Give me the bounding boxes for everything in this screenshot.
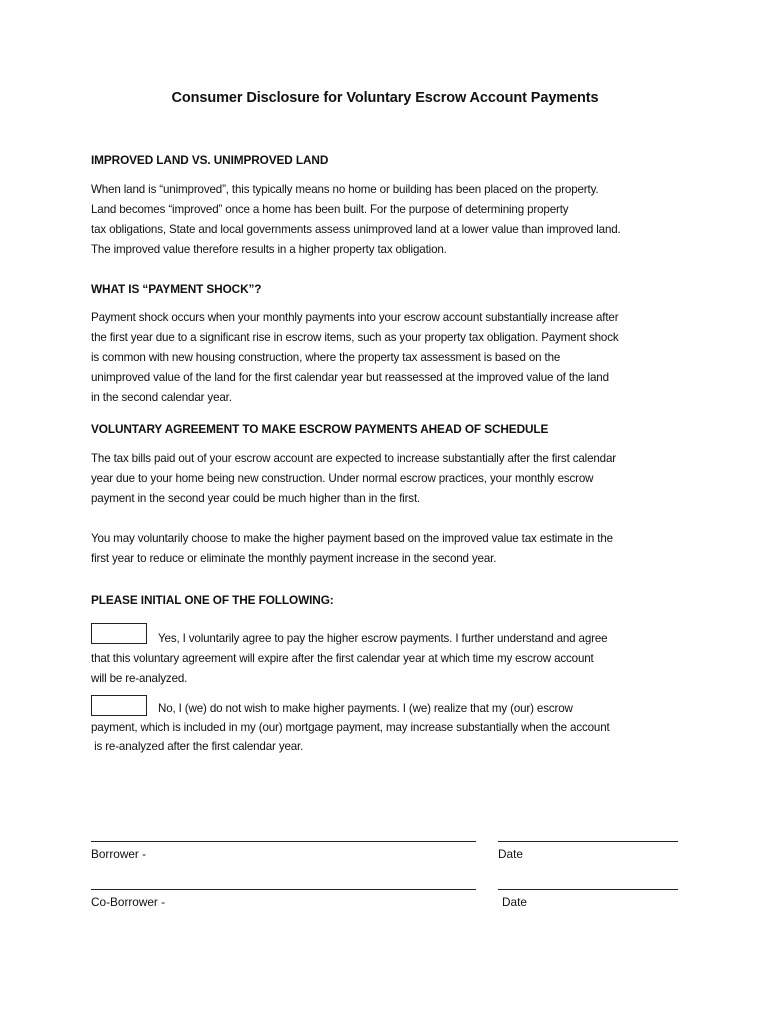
shock-paragraph <box>91 308 701 408</box>
text-line: tax obligations, State and local governments assess unimproved land at a lower value than improved land. <box>91 223 621 236</box>
text-line: You may voluntarily choose to make the higher payment based on the improved value tax estimate in the <box>91 532 613 545</box>
yes-option-line-1: Yes, I voluntarily agree to pay the higher escrow payments. I further understand and agree <box>158 632 608 645</box>
coborrower-label: Co-Borrower - <box>91 895 166 909</box>
borrower-date-label: Date <box>498 847 523 861</box>
coborrower-date-line[interactable] <box>498 889 678 890</box>
coborrower-date-label: Date <box>502 895 527 909</box>
section-heading-agreement: VOLUNTARY AGREEMENT TO MAKE ESCROW PAYMENTS AHEAD OF SCHEDULE <box>91 422 549 436</box>
initial-box-yes[interactable] <box>91 623 147 644</box>
section-heading-shock: WHAT IS “PAYMENT SHOCK”? <box>91 282 262 296</box>
text-line: The improved value therefore results in a higher property tax obligation. <box>91 243 447 256</box>
section-heading-initial: PLEASE INITIAL ONE OF THE FOLLOWING: <box>91 593 334 607</box>
text-line: The tax bills paid out of your escrow account are expected to increase substantially after the first calendar <box>91 452 616 465</box>
borrower-label: Borrower - <box>91 847 147 861</box>
text-line: Land becomes “improved” once a home has been built. For the purpose of determining property <box>91 203 569 216</box>
no-option-line-3: is re-analyzed after the first calendar year. <box>91 740 304 753</box>
text-line: When land is “unimproved”, this typically means no home or building has been placed on the property. <box>91 183 599 196</box>
land-paragraph <box>91 180 701 260</box>
yes-option-line-2: that this voluntary agreement will expire after the first calendar year at which time my escrow account <box>91 652 594 665</box>
agreement-paragraph-2 <box>91 529 701 569</box>
coborrower-signature-line[interactable] <box>91 889 476 890</box>
text-line: year due to your home being new construction. Under normal escrow practices, your monthly escrow <box>91 472 594 485</box>
document-title: Consumer Disclosure for Voluntary Escrow Account Payments <box>171 90 599 106</box>
text-line: unimproved value of the land for the first calendar year but reassessed at the improved value of the land <box>91 371 609 384</box>
agreement-paragraph-1 <box>91 449 701 509</box>
text-line: is common with new housing construction, where the property tax assessment is based on the <box>91 351 561 364</box>
text-line: the first year due to a significant rise in escrow items, such as your property tax obligation. Payment shock <box>91 331 619 344</box>
no-option-line-1: No, I (we) do not wish to make higher payments. I (we) realize that my (our) escrow <box>158 702 573 715</box>
text-line: in the second calendar year. <box>91 391 232 404</box>
no-option-line-2: payment, which is included in my (our) mortgage payment, may increase substantially when the account <box>91 721 610 734</box>
borrower-signature-line[interactable] <box>91 841 476 842</box>
text-line: first year to reduce or eliminate the monthly payment increase in the second year. <box>91 552 497 565</box>
section-heading-land: IMPROVED LAND VS. UNIMPROVED LAND <box>91 153 329 167</box>
yes-option-line-3: will be re-analyzed. <box>91 672 188 685</box>
initial-box-no[interactable] <box>91 695 147 716</box>
borrower-date-line[interactable] <box>498 841 678 842</box>
text-line: Payment shock occurs when your monthly payments into your escrow account substantially increase after <box>91 311 619 324</box>
text-line: payment in the second year could be much higher than in the first. <box>91 492 421 505</box>
